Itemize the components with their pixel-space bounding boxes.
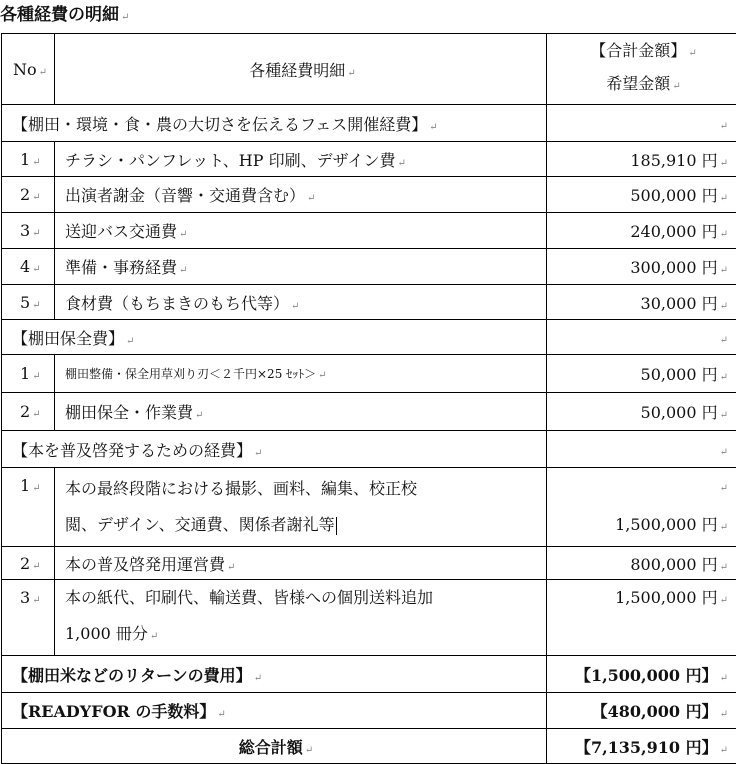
section-header-row bbox=[2, 105, 736, 142]
table-row bbox=[2, 285, 736, 320]
row-number: 2 ↵ bbox=[2, 547, 55, 580]
section-amount-empty: ↵ bbox=[547, 320, 736, 355]
table-row bbox=[2, 142, 736, 177]
row-number: 3 ↵ bbox=[2, 580, 55, 656]
row-description: チラシ・パンフレット、HP 印刷、デザイン費 ↵ bbox=[55, 142, 547, 177]
table-row bbox=[2, 213, 736, 249]
rice-return-row bbox=[2, 656, 736, 693]
section-label: 【棚田保全費】 ↵ bbox=[2, 320, 547, 355]
fee-label: 【READYFOR の手数料】 ↵ bbox=[2, 693, 547, 729]
table-row bbox=[2, 355, 736, 393]
row-number: 1 ↵ bbox=[2, 468, 55, 547]
row-number: 3 ↵ bbox=[2, 213, 55, 249]
row-description: 食材費（もちまきのもち代等） ↵ bbox=[55, 285, 547, 320]
rice-return-amount: 【1,500,000 円】 ↵ bbox=[547, 656, 736, 693]
row-number: 1 ↵ bbox=[2, 355, 55, 393]
total-row bbox=[2, 729, 736, 764]
header-amount: 【合計金額】 ↵ 希望金額 ↵ bbox=[547, 34, 736, 105]
row-amount: 50,000 円 ↵ bbox=[547, 355, 736, 393]
row-number: 2 ↵ bbox=[2, 393, 55, 431]
table-row bbox=[2, 580, 736, 656]
rice-return-label: 【棚田米などのリターンの費用】 ↵ bbox=[2, 656, 547, 693]
row-number: 1 ↵ bbox=[2, 142, 55, 177]
row-description: 準備・事務経費 ↵ bbox=[55, 249, 547, 285]
row-amount: 50,000 円 ↵ bbox=[547, 393, 736, 431]
table-row bbox=[2, 468, 736, 547]
row-description: 棚田保全・作業費 ↵ bbox=[55, 393, 547, 431]
total-amount: 【7,135,910 円】 ↵ bbox=[547, 729, 736, 764]
header-description: 各種経費明細 ↵ bbox=[55, 34, 547, 105]
section-label: 【棚田・環境・食・農の大切さを伝えるフェス開催経費】 ↵ bbox=[2, 105, 547, 142]
section-label: 【本を普及啓発するための経費】 ↵ bbox=[2, 431, 547, 468]
row-amount: 30,000 円 ↵ bbox=[547, 285, 736, 320]
row-amount: 500,000 円 ↵ bbox=[547, 177, 736, 213]
row-description: 送迎バス交通費 ↵ bbox=[55, 213, 547, 249]
row-number: 4 ↵ bbox=[2, 249, 55, 285]
total-label: 総合計額 ↵ bbox=[2, 729, 547, 764]
table-row bbox=[2, 177, 736, 213]
row-description: 棚田整備・保全用草刈り刃＜２千円×25 ｾｯﾄ＞ ↵ bbox=[55, 355, 547, 393]
row-amount: 300,000 円 ↵ bbox=[547, 249, 736, 285]
section-header-row bbox=[2, 320, 736, 355]
table-row bbox=[2, 547, 736, 580]
table-row bbox=[2, 249, 736, 285]
header-no: No ↵ bbox=[2, 34, 55, 105]
row-number: 5 ↵ bbox=[2, 285, 55, 320]
row-amount: 1,500,000 円 ↵ bbox=[547, 580, 736, 656]
table-header-row bbox=[2, 34, 736, 105]
row-description: 本の最終段階における撮影、画料、編集、校正校 閲、デザイン、交通費、関係者謝礼等 bbox=[55, 468, 547, 547]
row-amount: 240,000 円 ↵ bbox=[547, 213, 736, 249]
fee-amount: 【480,000 円】 ↵ bbox=[547, 693, 736, 729]
row-description: 本の紙代、印刷代、輸送費、皆様への個別送料追加 1,000 冊分 ↵ bbox=[55, 580, 547, 656]
row-amount: 185,910 円 ↵ bbox=[547, 142, 736, 177]
page-title: 各種経費の明細 ↵ bbox=[0, 0, 129, 30]
row-description: 出演者謝金（音響・交通費含む） ↵ bbox=[55, 177, 547, 213]
expense-table bbox=[1, 33, 736, 764]
text-cursor bbox=[336, 517, 337, 535]
row-description: 本の普及啓発用運営費 ↵ bbox=[55, 547, 547, 580]
section-amount-empty: ↵ bbox=[547, 431, 736, 468]
section-header-row bbox=[2, 431, 736, 468]
row-amount: 800,000 円 ↵ bbox=[547, 547, 736, 580]
section-amount-empty: ↵ bbox=[547, 105, 736, 142]
fee-row bbox=[2, 693, 736, 729]
table-row bbox=[2, 393, 736, 431]
row-amount: ↵ 1,500,000 円 ↵ bbox=[547, 468, 736, 547]
row-number: 2 ↵ bbox=[2, 177, 55, 213]
